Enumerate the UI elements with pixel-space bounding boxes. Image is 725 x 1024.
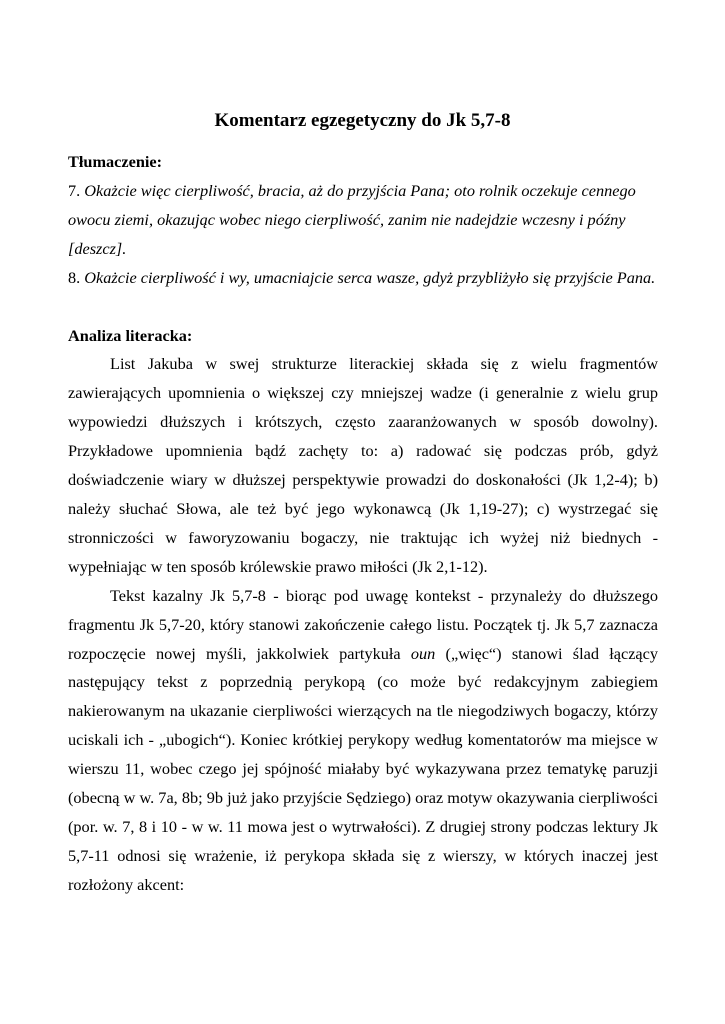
analysis-paragraph-2 [68, 582, 658, 900]
paragraph-text: („więc“) stanowi ślad łączący następujący tekst z poprzednią perykopą (co może być redakcyjnym zabiegiem nakierowanym na ukazanie cierpliwości wierzących na tle niegodziwych bogaczy, którzy uciskali ich - „ubogich“). Koniec krótkiej perykopy według komentatorów ma miejsce w wierszu 11, wobec czego jej spójność miałaby być wykazywana przez tematykę paruzji (obecną w w. 7a, 8b; 9b już jako przyjście Sędziego) oraz motyw okazywania cierpliwości (por. w. 7, 8 i 10 - w w. 11 mowa jest o wytrwałości). Z drugiej strony podczas lektury Jk 5,7-11 odnosi się wrażenie, iż perykopa składa się z wierszy, w których inaczej jest rozłożony akcent: [68, 643, 659, 894]
section-spacer [68, 293, 658, 322]
verse-text: Okażcie więc cierpliwość, bracia, aż do przyjścia Pana; oto rolnik oczekuje cennego owocu ziemi, okazując wobec niego cierpliwość, zanim nie nadejdzie wczesny i późny [deszcz]. [68, 180, 636, 258]
document-body [68, 148, 658, 900]
verse-number: 7. [68, 180, 85, 200]
verse-7 [68, 177, 658, 264]
verse-8 [68, 264, 658, 293]
analysis-paragraph-1: List Jakuba w swej strukturze literackiej składa się z wielu fragmentów zawierających upomnienia o większej czy mniejszej wadze (i generalnie z wielu grup wypowiedzi dłuższych i krótszych, często zaaranżowanych w sposób dowolny). Przykładowe upomnienia bądź zachęty to: a) radować się podczas prób, gdyż doświadczenie wiary w dłuższej perspektywie prowadzi do doskonałości (Jk 1,2-4); b) należy słuchać Słowa, ale też być jego wykonawcą (Jk 1,19-27); c) wystrzegać się stronniczości w faworyzowaniu bogaczy, nie traktując ich wyżej niż biednych - wypełniając w ten sposób królewskie prawo miłości (Jk 2,1-12). [68, 354, 658, 576]
greek-term: oun [410, 643, 436, 663]
paragraph-text: Tekst kazalny Jk 5,7-8 - biorąc pod uwagę kontekst - przynależy do dłuższego fragmentu Jk 5,7-20, który stanowi zakończenie całego listu. Początek tj. Jk 5,7 zaznacza rozpoczęcie nowej myśli, jakkolwiek partykuła [68, 585, 658, 663]
verse-text: Okażcie cierpliwość i wy, umacniajcie serca wasze, gdyż przybliżyło się przyjście Pana. [84, 267, 656, 287]
translation-heading: Tłumaczenie: [68, 152, 163, 171]
analysis-heading: Analiza literacka: [68, 325, 193, 345]
page-title: Komentarz egzegetyczny do Jk 5,7-8 [214, 110, 511, 131]
verse-number: 8. [68, 267, 85, 287]
